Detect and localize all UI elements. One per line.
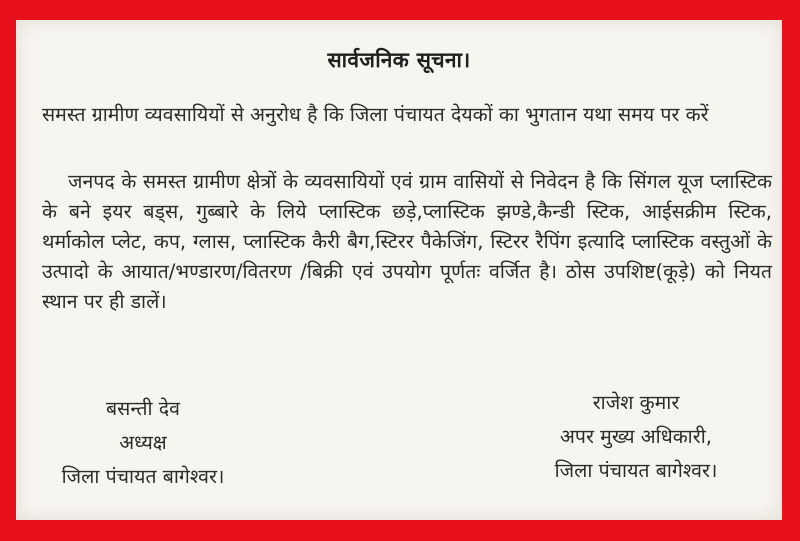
signature-block-officer [506, 386, 766, 488]
signatory-office: जिला पंचायत बागेश्वर। [61, 465, 225, 488]
notice-paragraph-plastic-ban: जनपद के समस्त ग्रामीण क्षेत्रों के व्यवसायियों एवं ग्राम वासियों से निवेदन है कि सिंगल यूज प्लास्टिक के बने इयर बड्स, गुब्बारे के लिये प्लास्टिक छड़े,प्लास्टिक झण्डे,कैन्डी स्टिक, आईसक्रीम स्टिक, थर्माकोल प्लेट, कप, ग्लास, प्लास्टिक कैरी बैग,स्टिरर पैकेजिंग, स्टिरर रैपिंग इत्यादि प्लास्टिक वस्तुओं के उत्पादो के आयात/भण्डारण/वितरण /बिक्री एवं उपयोग पूर्णतः वर्जित है। ठोस उपशिष्ट(कूड़े) को नियत स्थान पर ही डालें। [42, 170, 772, 313]
signature-block-chairperson [28, 392, 258, 494]
signatory-office: जिला पंचायत बागेश्वर। [554, 459, 718, 482]
notice-title: सार्वजनिक सूचना। [327, 48, 471, 72]
signatory-designation: अध्यक्ष [119, 431, 167, 454]
notice-paper [16, 20, 782, 520]
signatory-designation: अपर मुख्य अधिकारी, [560, 425, 712, 448]
public-notice [16, 20, 782, 520]
notice-paragraph-tax-payment: समस्त ग्रामीण व्यवसायियों से अनुरोध है कि जिला पंचायत देयकों का भुगतान यथा समय पर करें [42, 103, 709, 126]
signatory-name: राजेश कुमार [592, 391, 680, 414]
signatory-name: बसन्ती देव [106, 397, 180, 420]
